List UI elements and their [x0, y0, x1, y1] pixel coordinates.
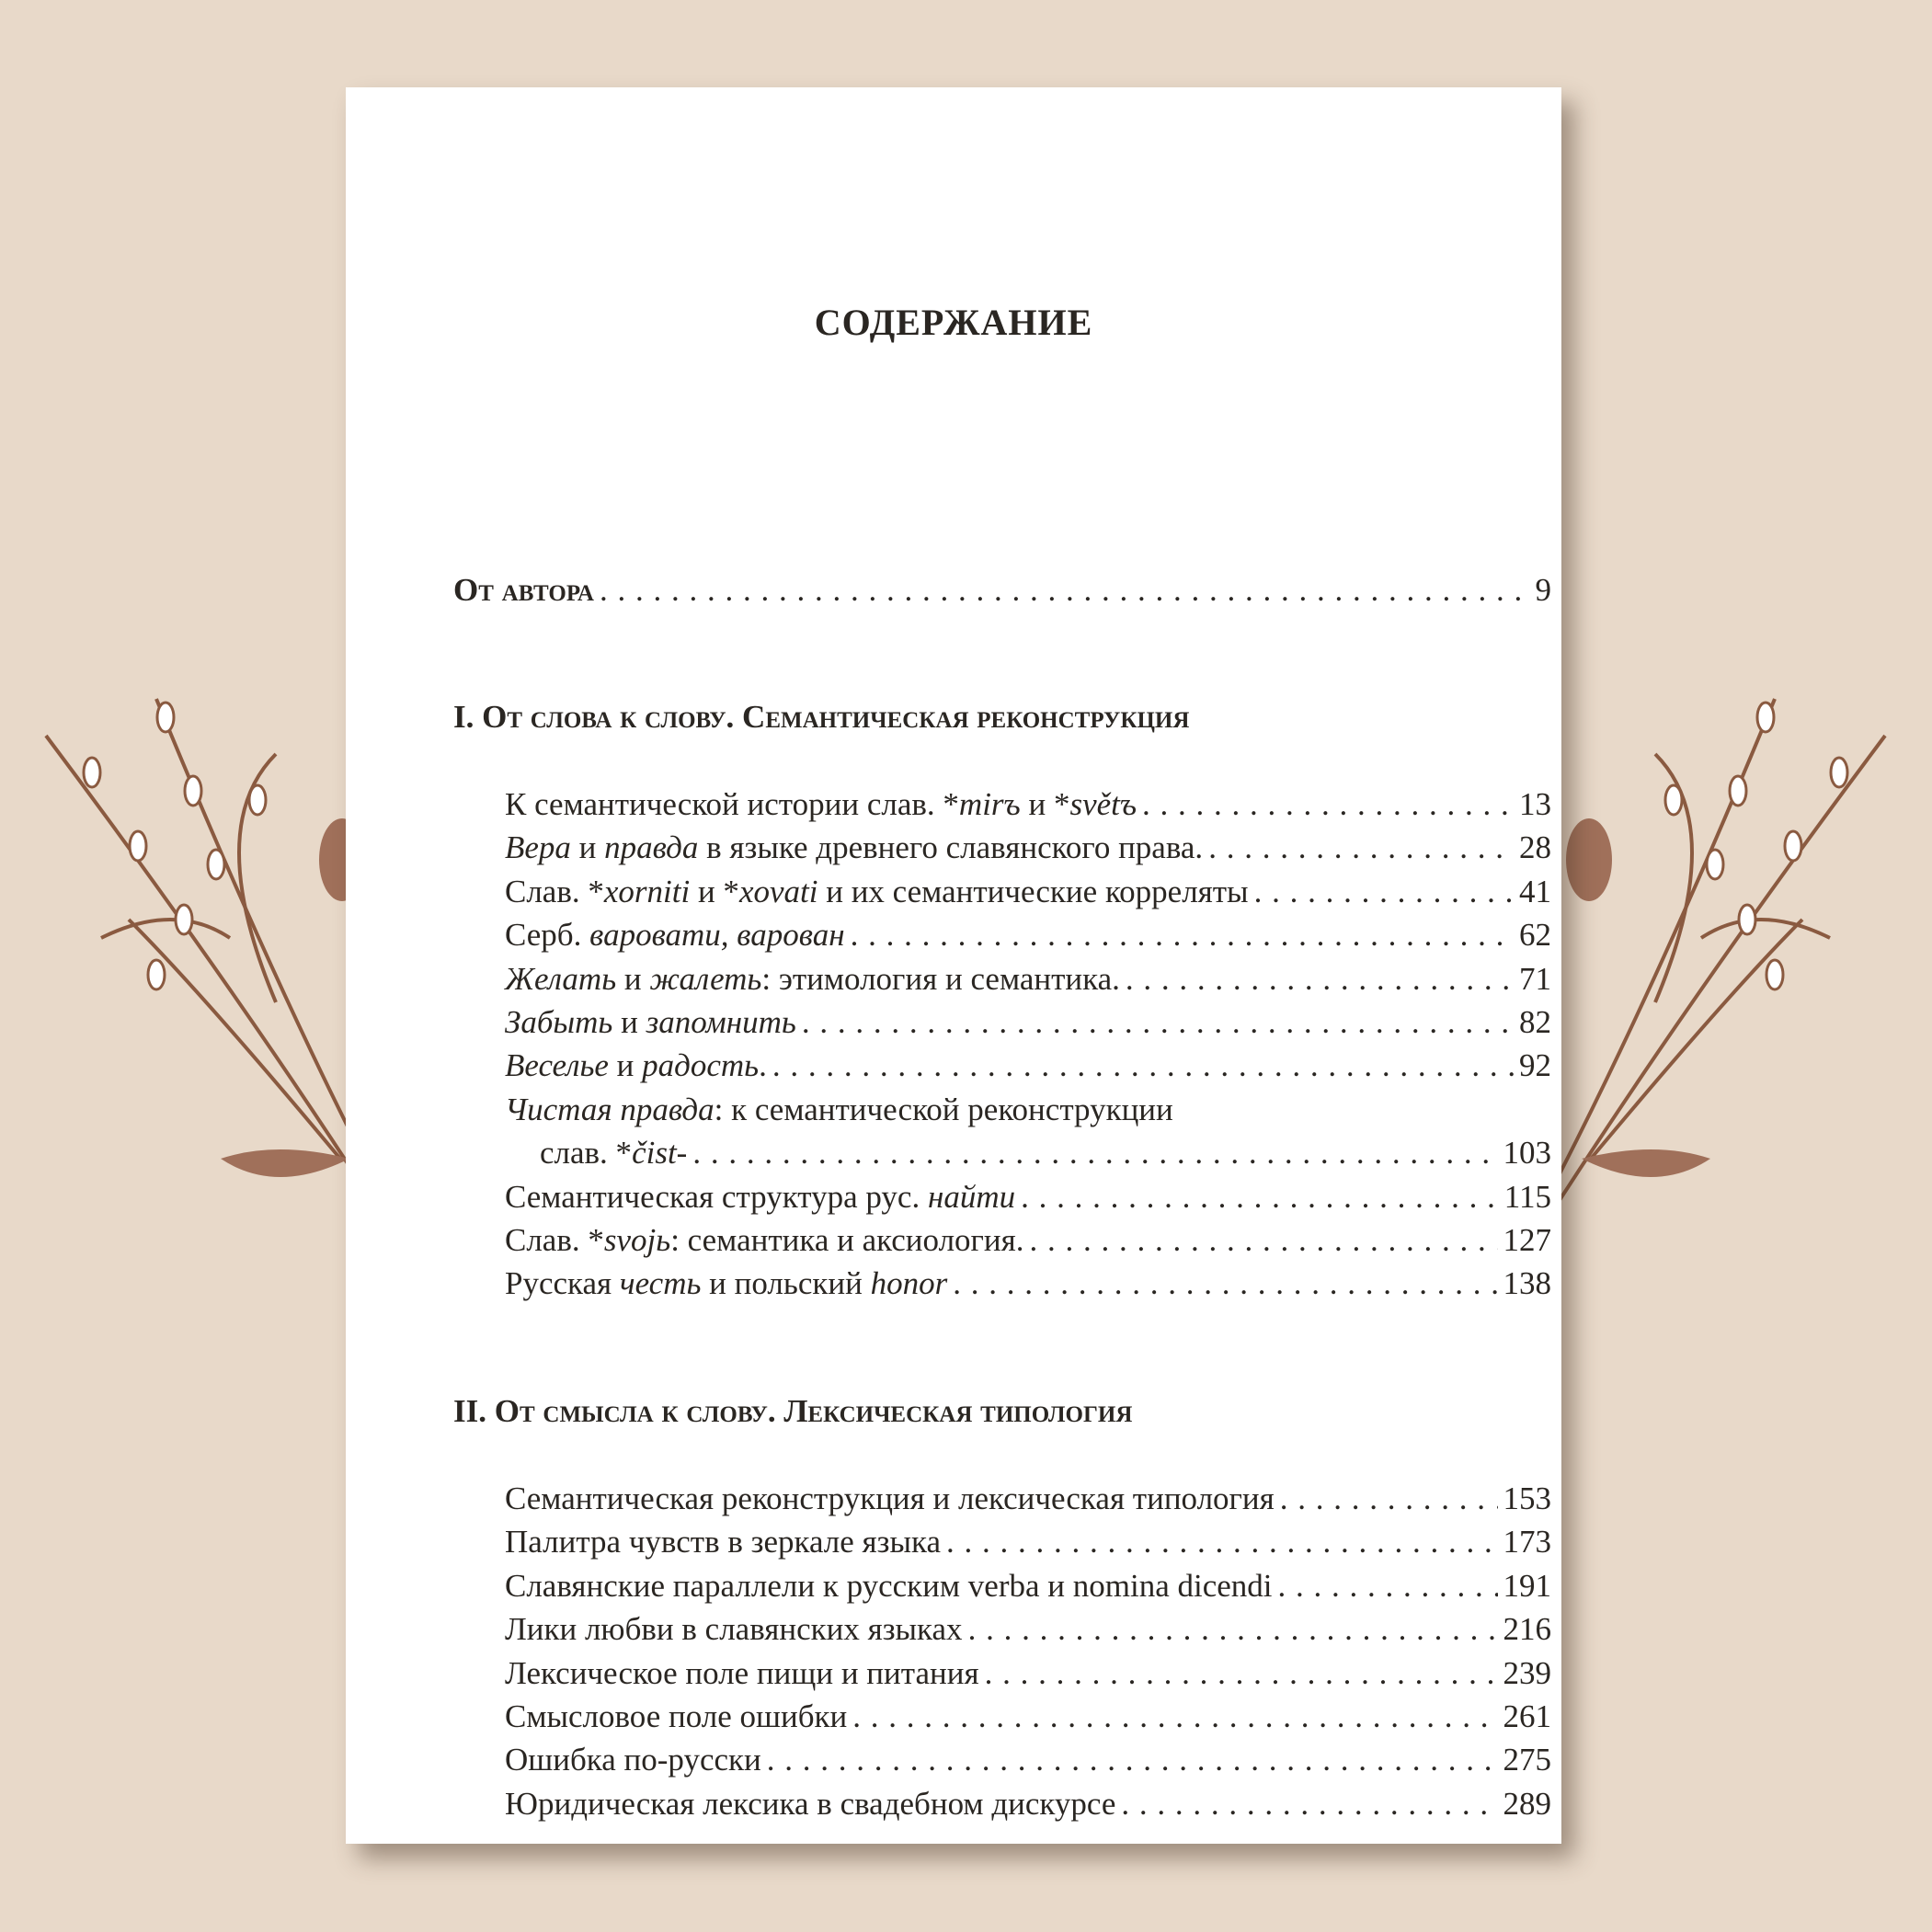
- book-page: [346, 87, 1561, 1844]
- dot-leader: [1126, 959, 1514, 1000]
- dot-leader: [946, 1522, 1497, 1562]
- toc-entry-front[interactable]: [453, 570, 1551, 611]
- toc-entry[interactable]: [505, 1090, 1551, 1130]
- toc-entry[interactable]: [505, 1566, 1551, 1606]
- dot-leader: [600, 570, 1530, 611]
- entry-title: Слав. *xorniti и *xovati и их семантические корреляты: [505, 873, 1249, 909]
- dot-leader: [1029, 1220, 1497, 1261]
- toc-entry[interactable]: [505, 1740, 1551, 1780]
- page-number: 173: [1503, 1524, 1551, 1560]
- page-number: 62: [1519, 917, 1551, 954]
- page-number: 261: [1503, 1698, 1551, 1734]
- toc-entry[interactable]: [505, 872, 1551, 912]
- dot-leader: [692, 1133, 1497, 1173]
- toc-entry[interactable]: [505, 1697, 1551, 1737]
- entry-title: Смысловое поле ошибки: [505, 1698, 848, 1734]
- page-number: 28: [1519, 829, 1551, 866]
- entry-title: Семантическая структура рус. найти: [505, 1178, 1016, 1215]
- entry-title: Забыть и запомнить: [505, 1004, 796, 1040]
- dot-leader: [851, 915, 1514, 955]
- dot-leader: [767, 1740, 1498, 1780]
- page-number: 138: [1503, 1265, 1551, 1302]
- dot-leader: [953, 1263, 1497, 1304]
- page-number: 191: [1503, 1567, 1551, 1604]
- page-number: 127: [1503, 1222, 1551, 1258]
- section-heading: II. От смысла к слову. Лексическая типология: [453, 1393, 1133, 1429]
- entry-title: Вера и правда в языке древнего славянского права.: [505, 829, 1204, 866]
- entry-title: Русская честь и польский honor: [505, 1265, 948, 1302]
- page-number: 289: [1503, 1785, 1551, 1822]
- entry-title: Семантическая реконструкция и лексическая типология: [505, 1480, 1275, 1516]
- dot-leader: [1142, 784, 1514, 825]
- dot-leader: [985, 1653, 1498, 1694]
- toc-entry[interactable]: [505, 915, 1551, 955]
- toc-entry[interactable]: [505, 784, 1551, 825]
- toc-entry[interactable]: [505, 1002, 1551, 1043]
- dot-leader: [968, 1609, 1498, 1650]
- toc-entry[interactable]: [505, 959, 1551, 1000]
- page-number: 82: [1519, 1004, 1551, 1040]
- toc-entry[interactable]: [505, 1263, 1551, 1304]
- page-number: 239: [1503, 1654, 1551, 1691]
- dot-leader: [802, 1002, 1514, 1043]
- page-number: 92: [1519, 1047, 1551, 1084]
- entry-title: Слав. *svojь: семантика и аксиология.: [505, 1222, 1024, 1258]
- page-number: 275: [1503, 1742, 1551, 1778]
- dot-leader: [1278, 1566, 1498, 1606]
- dot-leader: [1254, 872, 1514, 912]
- entry-title: Веселье и радость.: [505, 1047, 767, 1084]
- toc-entry[interactable]: [505, 828, 1551, 868]
- dot-leader: [1121, 1784, 1497, 1824]
- dot-leader: [1208, 828, 1514, 868]
- toc-entry[interactable]: [505, 1479, 1551, 1519]
- entry-title: слав. *čist-: [540, 1135, 688, 1172]
- toc-entry[interactable]: [505, 1653, 1551, 1694]
- dot-leader: [1280, 1479, 1498, 1519]
- toc-entry[interactable]: [505, 1046, 1551, 1086]
- entry-title: Лики любви в славянских языках: [505, 1611, 963, 1648]
- entry-title: Юридическая лексика в свадебном дискурсе: [505, 1785, 1116, 1822]
- page-number: 115: [1503, 1178, 1551, 1215]
- entry-title: Желать и жалеть: этимология и семантика.: [505, 960, 1120, 997]
- page-title: СОДЕРЖАНИЕ: [814, 302, 1093, 343]
- toc-entry[interactable]: [505, 1784, 1551, 1824]
- dot-leader: [772, 1046, 1514, 1086]
- toc-entry[interactable]: [505, 1177, 1551, 1218]
- page-number: 71: [1519, 960, 1551, 997]
- page-number: 103: [1503, 1135, 1551, 1172]
- page-number: 153: [1503, 1480, 1551, 1516]
- dot-leader: [1021, 1177, 1499, 1218]
- toc-entry[interactable]: [505, 1522, 1551, 1562]
- entry-title: От автора: [453, 572, 594, 608]
- entry-title: Серб. варовати, варован: [505, 917, 845, 954]
- page-number: 216: [1503, 1611, 1551, 1648]
- toc-entry-continuation[interactable]: [540, 1133, 1551, 1173]
- dot-leader: [852, 1697, 1497, 1737]
- entry-title: Чистая правда: к семантической реконструкции: [505, 1091, 1173, 1127]
- entry-title: Славянские параллели к русским verba и nomina dicendi: [505, 1567, 1273, 1604]
- entry-title: К семантической истории слав. *mirъ и *světъ: [505, 786, 1137, 822]
- toc-entry[interactable]: [505, 1220, 1551, 1261]
- toc-entry[interactable]: [505, 1609, 1551, 1650]
- entry-title: Лексическое поле пищи и питания: [505, 1654, 979, 1691]
- entry-title: Палитра чувств в зеркале языка: [505, 1524, 942, 1560]
- page-number: 9: [1535, 572, 1551, 608]
- section-heading: I. От слова к слову. Семантическая реконструкция: [453, 699, 1190, 735]
- page-number: 41: [1519, 873, 1551, 909]
- entry-title: Ошибка по-русски: [505, 1742, 761, 1778]
- page-number: 13: [1519, 786, 1551, 822]
